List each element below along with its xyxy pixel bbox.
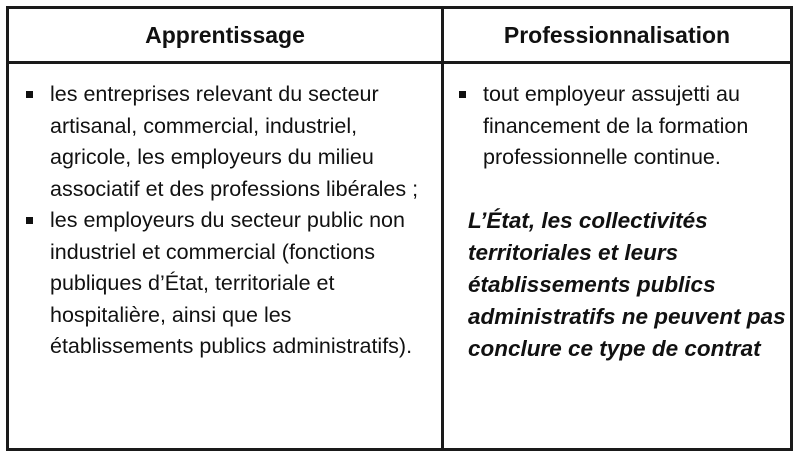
comparison-table: [6, 6, 793, 451]
list-item: les entreprises relevant du secteur artisanal, commercial, industriel, agricole, les employeurs du milieu associatif et des professions libérales ;: [23, 79, 433, 205]
professionnalisation-list: [456, 79, 786, 174]
list-item: les employeurs du secteur public non industriel et commercial (fonctions publiques d’État, territoriale et hospitalière, ainsi que les établissements publics administratifs).: [23, 205, 433, 363]
list-item: tout employeur assujetti au financement de la formation professionnelle continue.: [456, 79, 786, 174]
exclusion-note: L’État, les collectivités territoriales et leurs établissements publics administratifs ne peuvent pas conclure ce type de contrat: [468, 207, 786, 361]
header-apprentissage: Apprentissage: [145, 22, 305, 48]
header-professionnalisation: Professionnalisation: [503, 22, 731, 48]
apprentissage-cell: [23, 79, 433, 363]
professionnalisation-cell: [456, 79, 786, 365]
table-header-row: [9, 9, 790, 64]
apprentissage-list: [23, 79, 433, 363]
column-divider: [441, 9, 444, 448]
